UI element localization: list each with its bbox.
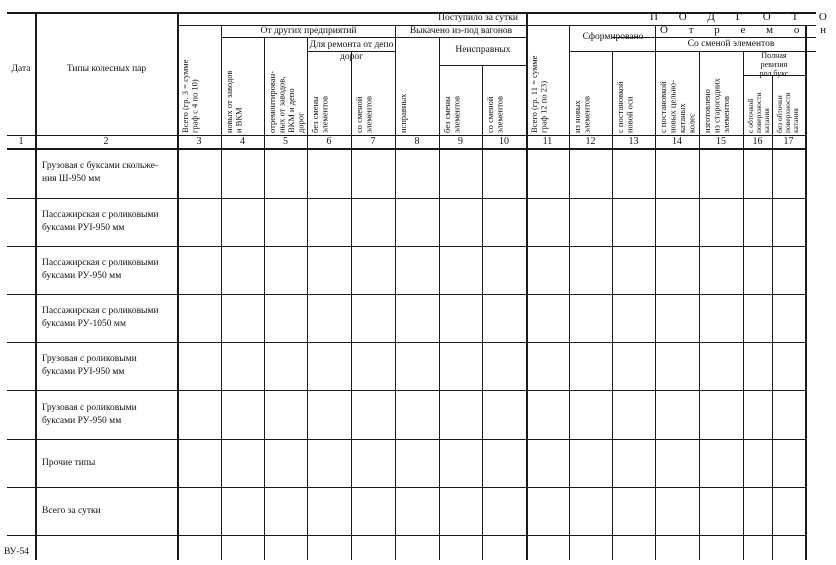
table-cell[interactable] <box>440 199 481 245</box>
header-full-revision: Полная ревизия рол букс <box>759 51 789 78</box>
table-cell[interactable] <box>396 488 438 534</box>
table-cell[interactable] <box>308 488 350 534</box>
header-formed: Сформировано <box>582 32 644 42</box>
column-number: 5 <box>283 136 288 147</box>
table-cell[interactable] <box>178 199 220 245</box>
table-cell[interactable] <box>700 295 742 341</box>
column-number: 12 <box>585 136 596 147</box>
table-cell[interactable] <box>178 536 220 559</box>
table-cell[interactable] <box>744 247 771 293</box>
table-cell[interactable] <box>178 440 220 486</box>
table-cell[interactable] <box>483 343 525 389</box>
table-cell[interactable] <box>744 488 771 534</box>
table-cell[interactable] <box>8 247 34 293</box>
table-cell[interactable] <box>570 149 611 197</box>
table-cell[interactable] <box>352 247 394 293</box>
table-cell[interactable] <box>700 247 742 293</box>
table-cell[interactable] <box>527 391 568 438</box>
table-cell[interactable] <box>178 488 220 534</box>
table-cell[interactable] <box>527 343 568 389</box>
grid-line-vertical <box>35 12 37 560</box>
table-cell[interactable] <box>483 199 525 245</box>
table-cell[interactable] <box>178 247 220 293</box>
table-cell[interactable] <box>527 295 568 341</box>
table-cell[interactable] <box>773 440 804 486</box>
column-number: 8 <box>414 136 420 147</box>
header-from-other: От других предприятий <box>260 26 357 36</box>
column-header-5: отремонтирован- ных от заводов, ВКМ и депо дорог <box>267 71 306 133</box>
table-cell[interactable] <box>570 391 611 438</box>
table-cell[interactable] <box>527 536 568 559</box>
table-cell[interactable] <box>656 343 698 389</box>
table-cell[interactable] <box>222 295 263 341</box>
table-cell[interactable] <box>527 199 568 245</box>
grid-line-horizontal <box>221 37 526 38</box>
table-cell[interactable] <box>773 149 804 197</box>
table-cell[interactable] <box>744 440 771 486</box>
table-cell[interactable] <box>396 295 438 341</box>
header-with-change: Со сменой элементов <box>687 39 775 49</box>
table-cell[interactable] <box>8 199 34 245</box>
column-number: 7 <box>370 136 376 147</box>
column-header-10: со сменой элементов <box>485 95 505 133</box>
table-cell[interactable] <box>744 536 771 559</box>
table-cell[interactable] <box>773 247 804 293</box>
table-cell[interactable] <box>613 149 654 197</box>
table-cell[interactable] <box>570 488 611 534</box>
table-cell[interactable] <box>396 536 438 559</box>
table-cell[interactable] <box>8 343 34 389</box>
table-cell[interactable] <box>613 343 654 389</box>
table-cell[interactable] <box>396 149 438 197</box>
table-cell[interactable] <box>700 391 742 438</box>
table-cell[interactable] <box>440 343 481 389</box>
table-cell[interactable] <box>308 295 350 341</box>
table-cell[interactable] <box>440 536 481 559</box>
table-cell[interactable] <box>352 488 394 534</box>
table-cell[interactable] <box>396 247 438 293</box>
column-number: 14 <box>672 136 682 147</box>
table-cell[interactable] <box>744 149 771 197</box>
column-header-8: исправных <box>398 93 408 133</box>
table-cell[interactable] <box>308 247 350 293</box>
table-cell[interactable] <box>440 149 481 197</box>
table-cell[interactable] <box>570 536 611 559</box>
table-cell[interactable] <box>440 440 481 486</box>
table-cell[interactable] <box>8 295 34 341</box>
column-header-6: без смены элементов <box>310 95 330 133</box>
column-number: 2 <box>103 136 109 147</box>
header-received: Поступило за сутки <box>438 13 518 23</box>
table-cell[interactable] <box>222 343 263 389</box>
row-label: Пассажирская с роликовыми буксами РУI-950 мм <box>42 210 159 233</box>
header-prepared: П О Д Г О Т О <box>650 11 836 23</box>
table-cell[interactable] <box>570 440 611 486</box>
header-rolled-out: Выкачено из-под вагонов <box>409 26 513 36</box>
table-cell[interactable] <box>773 295 804 341</box>
header-for-repair: Для ремонта от депо дорог <box>309 40 394 62</box>
column-number: 6 <box>326 136 332 147</box>
table-cell[interactable] <box>265 247 306 293</box>
table-cell[interactable] <box>570 343 611 389</box>
table-cell[interactable] <box>265 199 306 245</box>
table-cell[interactable] <box>773 391 804 438</box>
table-cell[interactable] <box>308 440 350 486</box>
table-cell[interactable] <box>178 391 220 438</box>
table-cell[interactable] <box>222 149 263 197</box>
table-cell[interactable] <box>613 488 654 534</box>
column-number: 9 <box>458 136 463 147</box>
table-cell[interactable] <box>483 247 525 293</box>
table-cell[interactable] <box>744 295 771 341</box>
table-cell[interactable] <box>613 536 654 559</box>
table-cell[interactable] <box>222 440 263 486</box>
table-cell[interactable] <box>773 199 804 245</box>
column-number: 13 <box>628 136 639 147</box>
column-header-11: Всего (гр. 11 = сумме граф 12 по 23) <box>529 55 549 133</box>
table-cell[interactable] <box>700 199 742 245</box>
table-cell[interactable] <box>483 391 525 438</box>
header-wheel-types: Типы колесных пар <box>66 64 147 74</box>
row-label: Грузовая с роликовыми буксами РУ-950 мм <box>42 402 137 426</box>
column-number: 17 <box>783 136 794 147</box>
table-cell[interactable] <box>396 199 438 245</box>
column-header-4: новых от заводов и ВКМ <box>224 70 244 133</box>
table-cell[interactable] <box>8 440 34 486</box>
table-cell[interactable] <box>483 440 525 486</box>
table-cell[interactable] <box>483 149 525 197</box>
table-cell[interactable] <box>265 149 306 197</box>
table-cell[interactable] <box>440 488 481 534</box>
table-cell[interactable] <box>352 440 394 486</box>
column-number: 15 <box>716 136 726 147</box>
table-cell[interactable] <box>352 536 394 559</box>
table-cell[interactable] <box>700 488 742 534</box>
table-cell[interactable] <box>527 440 568 486</box>
table-cell[interactable] <box>396 391 438 438</box>
row-label: Грузовая с буксами скольже- ния Ш-950 мм <box>42 161 159 184</box>
table-cell[interactable] <box>773 343 804 389</box>
table-cell[interactable] <box>613 391 654 438</box>
column-number: 3 <box>196 136 202 147</box>
row-label: Прочие типы <box>42 457 96 468</box>
table-cell[interactable] <box>440 247 481 293</box>
table-cell[interactable] <box>396 343 438 389</box>
table-cell[interactable] <box>308 343 350 389</box>
table-cell[interactable] <box>308 536 350 559</box>
table-cell[interactable] <box>613 295 654 341</box>
column-header-14: с постановкой новых цельно- катаных колес <box>658 80 697 133</box>
table-cell[interactable] <box>440 295 481 341</box>
column-number: 16 <box>752 136 763 147</box>
table-cell[interactable] <box>440 391 481 438</box>
table-cell[interactable] <box>8 488 34 534</box>
table-cell[interactable] <box>773 488 804 534</box>
table-cell[interactable] <box>308 199 350 245</box>
table-cell[interactable] <box>222 488 263 534</box>
table-cell[interactable] <box>483 536 525 559</box>
table-cell[interactable] <box>265 488 306 534</box>
table-cell[interactable] <box>265 391 306 438</box>
table-cell[interactable] <box>656 295 698 341</box>
header-faulty: Неисправных <box>455 45 511 55</box>
table-cell[interactable] <box>352 149 394 197</box>
table-cell[interactable] <box>222 391 263 438</box>
table-cell[interactable] <box>700 343 742 389</box>
table-cell[interactable] <box>352 295 394 341</box>
column-number: 4 <box>240 136 245 147</box>
table-cell[interactable] <box>700 536 742 559</box>
table-cell[interactable] <box>352 391 394 438</box>
table-cell[interactable] <box>744 343 771 389</box>
table-cell[interactable] <box>8 391 34 438</box>
table-cell[interactable] <box>352 199 394 245</box>
table-cell[interactable] <box>222 247 263 293</box>
table-cell[interactable] <box>265 343 306 389</box>
table-cell[interactable] <box>308 391 350 438</box>
header-date: Дата <box>11 64 31 74</box>
table-cell[interactable] <box>744 391 771 438</box>
table-cell[interactable] <box>396 440 438 486</box>
column-number: 1 <box>18 136 24 147</box>
header-repaired: О т р е м о н <box>660 24 835 36</box>
table-cell[interactable] <box>773 536 804 559</box>
column-number: 10 <box>499 136 509 147</box>
row-label: Всего за сутки <box>42 505 101 516</box>
form-code: ВУ-54 <box>4 547 29 557</box>
table-cell[interactable] <box>570 199 611 245</box>
table-cell[interactable] <box>656 488 698 534</box>
grid-line-vertical <box>805 25 807 560</box>
table-cell[interactable] <box>527 488 568 534</box>
table-cell[interactable] <box>178 295 220 341</box>
table-cell[interactable] <box>613 247 654 293</box>
table-cell[interactable] <box>744 199 771 245</box>
table-cell[interactable] <box>265 440 306 486</box>
table-cell[interactable] <box>352 343 394 389</box>
row-label: Пассажирская с роликовыми буксами РУ-1050 мм <box>42 306 159 329</box>
table-cell[interactable] <box>527 247 568 293</box>
table-cell[interactable] <box>527 149 568 197</box>
column-header-3: Всего (гр. 3 = сумме граф с 4 по 10) <box>180 59 200 133</box>
column-header-17: без обточки поверхности катания <box>775 92 800 133</box>
table-cell[interactable] <box>613 440 654 486</box>
row-label: Грузовая с роликовыми буксами РУI-950 мм <box>42 354 137 377</box>
table-cell[interactable] <box>570 295 611 341</box>
table-cell[interactable] <box>656 149 698 197</box>
table-cell[interactable] <box>613 199 654 245</box>
table-cell[interactable] <box>265 295 306 341</box>
table-cell[interactable] <box>265 536 306 559</box>
row-label: Пассажирская с роликовыми буксами РУ-950 мм <box>42 258 159 281</box>
column-header-7: со сменой элементов <box>354 95 374 133</box>
table-cell[interactable] <box>8 149 34 197</box>
table-cell[interactable] <box>700 149 742 197</box>
column-header-13: с постановкой новой оси <box>615 81 635 133</box>
table-cell[interactable] <box>178 343 220 389</box>
column-header-16: с обточкой поверхности катания <box>746 92 771 133</box>
column-number: 11 <box>542 136 553 147</box>
table-cell[interactable] <box>656 199 698 245</box>
table-cell[interactable] <box>656 536 698 559</box>
table-cell[interactable] <box>222 199 263 245</box>
column-header-12: из новых элементов <box>572 95 592 133</box>
column-header-15: изготовлено из старогодних элементов <box>702 78 731 133</box>
table-cell[interactable] <box>178 149 220 197</box>
table-cell[interactable] <box>656 391 698 438</box>
table-cell[interactable] <box>222 536 263 559</box>
column-header-9: без смены элементов <box>442 95 462 133</box>
table-cell[interactable] <box>308 149 350 197</box>
table-cell[interactable] <box>656 440 698 486</box>
table-cell[interactable] <box>656 247 698 293</box>
table-cell[interactable] <box>700 440 742 486</box>
table-cell[interactable] <box>483 295 525 341</box>
table-cell[interactable] <box>570 247 611 293</box>
table-cell[interactable] <box>483 488 525 534</box>
